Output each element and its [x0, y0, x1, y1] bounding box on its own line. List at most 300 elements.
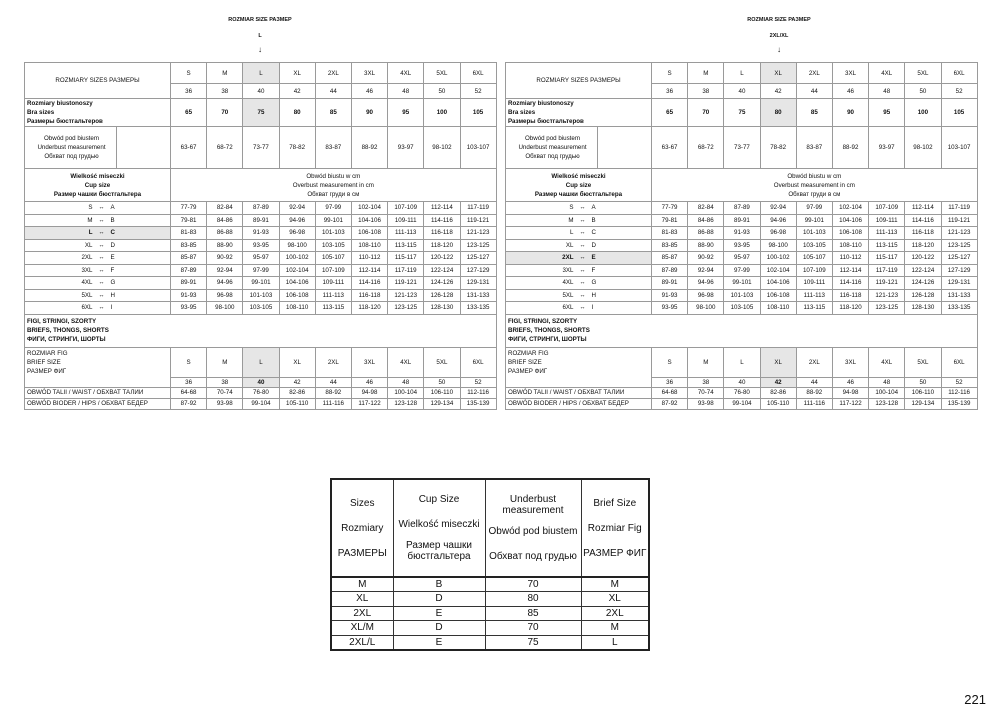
size-cell: 3XL	[832, 63, 868, 84]
waist-cell: 82-86	[279, 387, 315, 398]
eu-size-cell: 48	[869, 84, 905, 99]
underbust-spacer	[117, 127, 171, 169]
overbust-cell: 105-107	[796, 252, 832, 265]
overbust-cell: 105-107	[315, 252, 351, 265]
size-cell: XL	[279, 63, 315, 84]
down-arrow-icon: ↓	[258, 45, 262, 54]
overbust-cell: 119-121	[941, 214, 977, 227]
small-table-cell: 2XL	[581, 606, 649, 621]
underbust-label	[25, 127, 117, 169]
overbust-cell: 112-114	[351, 264, 387, 277]
overbust-label-line: Обхват груди в см	[307, 190, 360, 198]
cup-row-cup: E	[591, 254, 596, 262]
cup-mapping	[506, 292, 651, 299]
overbust-label	[171, 169, 497, 202]
cup-size-label	[506, 169, 652, 202]
eu-size-cell: 42	[279, 84, 315, 99]
eu-size-cell: 50	[424, 84, 460, 99]
cup-mapping-cell	[506, 214, 652, 227]
cup-row-size: M	[87, 216, 93, 224]
bra-size-cell: 85	[315, 99, 351, 127]
page-number: 221	[964, 692, 986, 707]
underbust-cell: 78-82	[760, 127, 796, 169]
brief-eu-cell: 52	[460, 377, 496, 387]
brief-size-cell: M	[207, 347, 243, 377]
overbust-cell: 94-96	[207, 277, 243, 290]
waist-cell: 94-98	[351, 387, 387, 398]
brief-size-label-line: ROZMIAR FIG	[27, 349, 68, 357]
underbust-cell: 98-102	[424, 127, 460, 169]
brief-size-label-line: ROZMIAR FIG	[508, 349, 549, 357]
waist-cell: 70-74	[688, 387, 724, 398]
underbust-cell: 83-87	[315, 127, 351, 169]
bra-sizes-row	[506, 99, 978, 127]
overbust-cell: 123-125	[941, 239, 977, 252]
underbust-label-line: Underbust measurement	[37, 144, 106, 151]
overbust-cell: 108-110	[832, 239, 868, 252]
cup-row-cup: G	[591, 279, 597, 287]
brief-eu-cell: 50	[905, 377, 941, 387]
small-table-cell: XL	[331, 592, 393, 607]
down-arrow-icon: ↓	[777, 45, 781, 54]
underbust-cell: 88-92	[351, 127, 387, 169]
brief-eu-cell: 46	[832, 377, 868, 387]
hips-cell: 99-104	[243, 398, 279, 409]
overbust-cell: 93-95	[243, 239, 279, 252]
selected-size-label: L	[258, 33, 262, 39]
overbust-cell: 99-101	[315, 214, 351, 227]
eu-size-cell: 48	[388, 84, 424, 99]
overbust-label-line: Overbust measurement in cm	[773, 181, 855, 189]
overbust-cell: 129-131	[460, 277, 496, 290]
underbust-cell: 68-72	[688, 127, 724, 169]
cup-mapping	[25, 229, 170, 236]
cup-mapping-cell	[506, 252, 652, 265]
brief-size-cell: S	[652, 347, 688, 377]
brief-size-row	[506, 347, 978, 377]
brief-size-label	[506, 347, 652, 377]
bra-size-cell: 65	[652, 99, 688, 127]
cup-size-header: Cup Size Wielkość miseczki Размер чашки бюстгальтера	[393, 479, 485, 577]
cup-row-size: 4XL	[562, 279, 574, 287]
size-cell: 6XL	[941, 63, 977, 84]
cup-mapping	[506, 217, 651, 224]
hips-label: OBWÓD BIODER / HIPS / ОБХВАТ БЕДЕР	[25, 398, 171, 409]
cup-header-row	[506, 169, 978, 202]
overbust-cell: 87-89	[652, 264, 688, 277]
cup-mapping	[25, 242, 170, 249]
overbust-cell: 122-124	[424, 264, 460, 277]
cup-mapping-cell	[506, 239, 652, 252]
size-chart-table	[24, 62, 497, 410]
overbust-cell: 89-91	[171, 277, 207, 290]
size-cell: S	[652, 63, 688, 84]
cup-mapping	[506, 254, 651, 261]
cup-mapping	[506, 267, 651, 274]
size-header: ROZMIAR SIZE РАЗМЕР	[228, 17, 292, 23]
hips-cell: 111-116	[315, 398, 351, 409]
cup-row-size: 3XL	[81, 266, 93, 274]
overbust-cell: 77-79	[171, 202, 207, 215]
double-arrow-icon: ↔	[579, 279, 586, 287]
cup-row	[506, 202, 978, 215]
overbust-cell: 91-93	[652, 289, 688, 302]
brief-eu-blank	[25, 377, 171, 387]
small-table-cell: 85	[485, 606, 581, 621]
brief-eu-blank	[506, 377, 652, 387]
size-cell: 5XL	[424, 63, 460, 84]
briefs-label-line: ФИГИ, СТРИНГИ, ШОРТЫ	[508, 336, 587, 343]
overbust-cell: 111-113	[315, 289, 351, 302]
bra-size-cell: 90	[832, 99, 868, 127]
overbust-cell: 123-125	[869, 302, 905, 315]
cup-row	[25, 302, 497, 315]
overbust-cell: 98-100	[688, 302, 724, 315]
selected-size-label: 2XL/XL	[769, 33, 789, 39]
double-arrow-icon: ↔	[98, 241, 105, 249]
small-table-cell: XL/M	[331, 621, 393, 636]
underbust-cell: 63-67	[652, 127, 688, 169]
cup-mapping-cell	[25, 277, 171, 290]
overbust-cell: 121-123	[941, 227, 977, 240]
size-cell: XL	[760, 63, 796, 84]
cup-row	[506, 214, 978, 227]
cup-row-size: M	[568, 216, 574, 224]
overbust-cell: 103-105	[724, 302, 760, 315]
cup-row-cup: F	[591, 266, 596, 274]
overbust-cell: 119-121	[388, 277, 424, 290]
hips-cell: 105-110	[279, 398, 315, 409]
bra-size-cell: 75	[243, 99, 279, 127]
cup-mapping	[25, 254, 170, 261]
overbust-cell: 88-90	[207, 239, 243, 252]
overbust-cell: 125-127	[941, 252, 977, 265]
hips-cell: 135-139	[941, 398, 977, 409]
overbust-cell: 90-92	[688, 252, 724, 265]
cup-row-cup: H	[110, 291, 115, 299]
hips-cell: 129-134	[905, 398, 941, 409]
cup-row-cup: G	[110, 279, 116, 287]
brief-size-cell: 2XL	[315, 347, 351, 377]
cup-row-cup: F	[110, 266, 115, 274]
brief-eu-cell: 38	[207, 377, 243, 387]
brief-eu-cell: 44	[796, 377, 832, 387]
overbust-cell: 102-104	[351, 202, 387, 215]
sizes-row	[25, 63, 497, 84]
cup-mapping-cell	[25, 289, 171, 302]
waist-row	[25, 387, 497, 398]
small-table-cell: M	[581, 577, 649, 592]
size-cell: 2XL	[315, 63, 351, 84]
double-arrow-icon: ↔	[579, 241, 586, 249]
hips-cell: 87-92	[652, 398, 688, 409]
overbust-cell: 91-93	[724, 227, 760, 240]
hips-cell: 117-122	[351, 398, 387, 409]
brief-eu-cell: 42	[760, 377, 796, 387]
overbust-cell: 125-127	[460, 252, 496, 265]
overbust-cell: 87-89	[171, 264, 207, 277]
underbust-label-line: Обхват под грудью	[525, 153, 580, 160]
small-table-cell: 80	[485, 592, 581, 607]
bra-size-cell: 100	[424, 99, 460, 127]
cup-mapping	[506, 242, 651, 249]
eu-size-cell: 44	[796, 84, 832, 99]
hips-cell: 129-134	[424, 398, 460, 409]
double-arrow-icon: ↔	[98, 229, 105, 237]
size-cell: L	[724, 63, 760, 84]
cup-row	[25, 289, 497, 302]
overbust-cell: 101-103	[315, 227, 351, 240]
overbust-cell: 100-102	[760, 252, 796, 265]
overbust-label	[652, 169, 978, 202]
brief-eu-row	[25, 377, 497, 387]
underbust-cell: 63-67	[171, 127, 207, 169]
small-table-cell: XL	[581, 592, 649, 607]
overbust-cell: 110-112	[832, 252, 868, 265]
briefs-label-line: FIGI, STRINGI, SZORTY	[27, 318, 97, 325]
overbust-cell: 112-114	[905, 202, 941, 215]
cup-mapping-cell	[25, 227, 171, 240]
waist-cell: 112-116	[460, 387, 496, 398]
bra-size-cell: 105	[460, 99, 496, 127]
brief-size-cell: 3XL	[832, 347, 868, 377]
cup-mapping	[506, 304, 651, 311]
small-table-cell: D	[393, 621, 485, 636]
double-arrow-icon: ↔	[579, 304, 586, 312]
overbust-cell: 113-115	[388, 239, 424, 252]
cup-header-row	[25, 169, 497, 202]
brief-size-label-line: РАЗМЕР ФИГ	[27, 367, 67, 375]
eu-size-cell: 40	[243, 84, 279, 99]
overbust-cell: 133-135	[460, 302, 496, 315]
overbust-cell: 109-111	[388, 214, 424, 227]
bra-size-cell: 90	[351, 99, 387, 127]
waist-cell: 106-110	[905, 387, 941, 398]
overbust-cell: 124-126	[905, 277, 941, 290]
overbust-cell: 116-118	[424, 227, 460, 240]
small-table-cell: 70	[485, 577, 581, 592]
overbust-cell: 115-117	[869, 252, 905, 265]
overbust-cell: 97-99	[724, 264, 760, 277]
overbust-cell: 104-106	[760, 277, 796, 290]
overbust-cell: 127-129	[460, 264, 496, 277]
overbust-cell: 114-116	[424, 214, 460, 227]
overbust-cell: 123-125	[388, 302, 424, 315]
small-table-cell: M	[331, 577, 393, 592]
bra-sizes-label-line: Rozmiary biustonoszy	[27, 100, 93, 107]
eu-size-cell: 36	[652, 84, 688, 99]
small-table-cell: L	[581, 635, 649, 650]
cup-row	[25, 239, 497, 252]
bra-sizes-label-line: Bra sizes	[27, 109, 55, 116]
overbust-cell: 116-118	[351, 289, 387, 302]
bra-size-cell: 65	[171, 99, 207, 127]
double-arrow-icon: ↔	[579, 216, 586, 224]
underbust-label-line: Underbust measurement	[518, 144, 587, 151]
underbust-row	[506, 127, 978, 169]
cup-mapping-cell	[506, 227, 652, 240]
overbust-cell: 99-101	[796, 214, 832, 227]
bra-size-cell: 80	[279, 99, 315, 127]
sizes-label: ROZMIARY SIZES РАЗМЕРЫ	[25, 63, 171, 99]
underbust-cell: 98-102	[905, 127, 941, 169]
small-table-cell: 2XL	[331, 606, 393, 621]
brief-size-cell: XL	[760, 347, 796, 377]
overbust-cell: 102-104	[760, 264, 796, 277]
overbust-cell: 122-124	[905, 264, 941, 277]
small-table-row	[331, 577, 649, 592]
overbust-cell: 106-108	[279, 289, 315, 302]
overbust-cell: 128-130	[424, 302, 460, 315]
overbust-label-line: Overbust measurement in cm	[292, 181, 374, 189]
overbust-cell: 96-98	[207, 289, 243, 302]
overbust-cell: 106-108	[351, 227, 387, 240]
overbust-cell: 104-106	[279, 277, 315, 290]
double-arrow-icon: ↔	[579, 204, 586, 212]
waist-cell: 70-74	[207, 387, 243, 398]
overbust-cell: 99-101	[243, 277, 279, 290]
eu-size-cell: 38	[207, 84, 243, 99]
underbust-label	[506, 127, 598, 169]
cup-row-size: L	[88, 229, 93, 237]
eu-size-cell: 42	[760, 84, 796, 99]
underbust-header: Underbust measurement Obwód pod biustem Обхват под грудью	[485, 479, 581, 577]
overbust-cell: 102-104	[832, 202, 868, 215]
overbust-cell: 94-96	[760, 214, 796, 227]
brief-size-row	[25, 347, 497, 377]
size-header: ROZMIAR SIZE РАЗМЕР	[747, 17, 811, 23]
brief-eu-cell: 52	[941, 377, 977, 387]
cup-mapping-cell	[25, 252, 171, 265]
cup-row	[506, 252, 978, 265]
hips-label: OBWÓD BIODER / HIPS / ОБХВАТ БЕДЕР	[506, 398, 652, 409]
overbust-cell: 118-120	[832, 302, 868, 315]
underbust-cell: 103-107	[941, 127, 977, 169]
overbust-cell: 110-112	[351, 252, 387, 265]
brief-eu-row	[506, 377, 978, 387]
hips-cell: 87-92	[171, 398, 207, 409]
double-arrow-icon: ↔	[98, 254, 105, 262]
brief-size-label	[25, 347, 171, 377]
hips-cell: 111-116	[796, 398, 832, 409]
cup-row-size: 6XL	[562, 304, 574, 312]
overbust-cell: 82-84	[688, 202, 724, 215]
brief-size-cell: S	[171, 347, 207, 377]
overbust-cell: 109-111	[796, 277, 832, 290]
hips-cell: 123-128	[869, 398, 905, 409]
cup-size-label-line: Cup size	[565, 181, 592, 189]
overbust-cell: 82-84	[207, 202, 243, 215]
waist-label: OBWÓD TALII / WAIST / ОБХВАТ ТАЛИИ	[25, 387, 171, 398]
overbust-cell: 129-131	[941, 277, 977, 290]
bra-size-cell: 100	[905, 99, 941, 127]
overbust-cell: 106-108	[760, 289, 796, 302]
overbust-cell: 107-109	[388, 202, 424, 215]
cup-mapping	[25, 204, 170, 211]
overbust-cell: 107-109	[315, 264, 351, 277]
overbust-cell: 85-87	[652, 252, 688, 265]
overbust-cell: 96-98	[279, 227, 315, 240]
cup-row	[25, 227, 497, 240]
underbust-spacer	[598, 127, 652, 169]
waist-cell: 94-98	[832, 387, 868, 398]
waist-label: OBWÓD TALII / WAIST / ОБХВАТ ТАЛИИ	[506, 387, 652, 398]
size-cell: 6XL	[460, 63, 496, 84]
cup-mapping	[25, 279, 170, 286]
overbust-cell: 124-126	[424, 277, 460, 290]
eu-size-cell: 52	[460, 84, 496, 99]
small-table-row	[331, 606, 649, 621]
overbust-cell: 104-106	[351, 214, 387, 227]
overbust-cell: 121-123	[460, 227, 496, 240]
cup-row	[506, 289, 978, 302]
overbust-cell: 112-114	[832, 264, 868, 277]
overbust-cell: 97-99	[796, 202, 832, 215]
small-table-cell: E	[393, 606, 485, 621]
overbust-cell: 79-81	[171, 214, 207, 227]
brief-size-cell: XL	[279, 347, 315, 377]
bra-size-cell: 75	[724, 99, 760, 127]
overbust-cell: 88-90	[688, 239, 724, 252]
double-arrow-icon: ↔	[98, 291, 105, 299]
overbust-cell: 91-93	[243, 227, 279, 240]
eu-size-cell: 40	[724, 84, 760, 99]
briefs-label-line: FIGI, STRINGI, SZORTY	[508, 318, 578, 325]
size-cell: 4XL	[869, 63, 905, 84]
overbust-cell: 83-85	[171, 239, 207, 252]
bra-size-cell: 80	[760, 99, 796, 127]
overbust-cell: 133-135	[941, 302, 977, 315]
cup-row-size: 5XL	[562, 291, 574, 299]
overbust-cell: 97-99	[315, 202, 351, 215]
small-table-cell: 2XL/L	[331, 635, 393, 650]
cup-row-size: S	[88, 204, 93, 212]
overbust-cell: 119-121	[869, 277, 905, 290]
overbust-cell: 108-110	[351, 239, 387, 252]
overbust-cell: 120-122	[424, 252, 460, 265]
cup-row	[25, 264, 497, 277]
overbust-cell: 116-118	[832, 289, 868, 302]
bra-size-cell: 95	[869, 99, 905, 127]
cup-mapping-cell	[506, 302, 652, 315]
cup-row	[25, 277, 497, 290]
overbust-cell: 118-120	[424, 239, 460, 252]
waist-row	[506, 387, 978, 398]
overbust-cell: 87-89	[243, 202, 279, 215]
hips-cell: 99-104	[724, 398, 760, 409]
cup-row-cup: I	[591, 304, 594, 312]
briefs-label-line: BRIEFS, THONGS, SHORTS	[508, 327, 590, 334]
cup-size-label	[25, 169, 171, 202]
brief-size-header: Brief Size Rozmiar Fig РАЗМЕР ФИГ	[581, 479, 649, 577]
overbust-cell: 81-83	[652, 227, 688, 240]
hips-cell: 117-122	[832, 398, 868, 409]
briefs-label-row	[506, 314, 978, 347]
waist-cell: 82-86	[760, 387, 796, 398]
brief-size-cell: 6XL	[941, 347, 977, 377]
size-conversion-table	[330, 478, 650, 651]
underbust-cell: 68-72	[207, 127, 243, 169]
waist-cell: 100-104	[869, 387, 905, 398]
cup-mapping-cell	[25, 202, 171, 215]
eu-size-cell: 36	[171, 84, 207, 99]
underbust-cell: 78-82	[279, 127, 315, 169]
small-table-cell: B	[393, 577, 485, 592]
overbust-cell: 103-105	[796, 239, 832, 252]
cup-size-label-line: Размер чашки бюстгальтера	[53, 190, 142, 198]
overbust-cell: 108-110	[760, 302, 796, 315]
brief-eu-cell: 48	[388, 377, 424, 387]
